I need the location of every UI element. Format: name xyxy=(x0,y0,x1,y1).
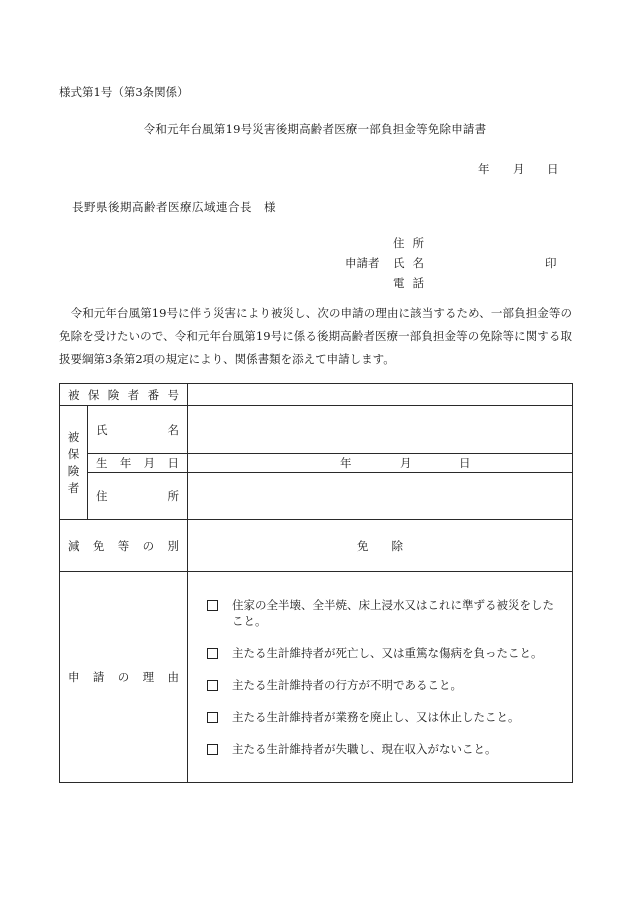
reduction-type-value-cell xyxy=(188,520,573,572)
label-char: 月 xyxy=(143,456,156,470)
label-char: 免 xyxy=(357,538,369,553)
label-char: 険 xyxy=(67,463,80,478)
label-char: 所 xyxy=(167,489,179,503)
label-char: 日 xyxy=(167,456,179,470)
seal-mark: 印 xyxy=(545,256,557,270)
application-form-table xyxy=(59,383,573,783)
label-char: 険 xyxy=(107,387,120,402)
label-char: 者 xyxy=(127,387,140,402)
statement-paragraph: 令和元年台風第19号に伴う災害により被災し、次の申請の理由に該当するため、一部負担金等の免除を受けたいので、令和元年台風第19号に係る後期高齢者医療一部負担金等の免除等に関する取扱要綱第3条第2項の規定により、関係書類を添えて申請します。 xyxy=(59,306,572,366)
birthdate-day-label: 日 xyxy=(459,456,471,470)
reduction-type-label-cell xyxy=(60,520,188,572)
row-birthdate xyxy=(60,454,573,473)
label-char: 減 xyxy=(68,538,80,553)
birthdate-month-label: 月 xyxy=(400,456,412,470)
label-char: 氏 xyxy=(96,422,108,437)
insured-number-label xyxy=(60,387,187,403)
reason-text: 主たる生計維持者が死亡し、又は重篤な傷病を負ったこと。 xyxy=(232,646,543,660)
label-char: 申 xyxy=(68,670,80,684)
label-char: 被 xyxy=(67,429,80,444)
label-char: 番 xyxy=(147,387,160,402)
label-char: 名 xyxy=(167,422,179,437)
address-field[interactable] xyxy=(188,473,573,520)
label-char: 別 xyxy=(167,538,179,553)
row-reasons xyxy=(60,572,573,783)
reason-text: 主たる生計維持者が業務を廃止し、又は休止したこと。 xyxy=(232,710,520,724)
document-title: 令和元年台風第19号災害後期高齢者医療一部負担金等免除申請書 xyxy=(143,122,487,136)
date-month-label: 月 xyxy=(513,162,525,176)
row-address xyxy=(60,473,573,520)
row-insured-name xyxy=(60,406,573,454)
label-char: 被 xyxy=(68,387,80,402)
applicant-address-label: 住所 xyxy=(393,236,432,250)
checkbox[interactable] xyxy=(207,680,218,691)
label-char: 者 xyxy=(67,480,80,495)
name-label-cell xyxy=(88,406,188,454)
row-insured-number xyxy=(60,384,573,406)
label-char: 生 xyxy=(96,456,108,470)
applicant-label: 申請者 xyxy=(345,256,380,270)
reduction-type-value xyxy=(357,538,403,554)
label-char: 保 xyxy=(67,446,80,461)
applicant-name-label: 氏名 xyxy=(393,256,432,270)
reason-item[interactable] xyxy=(203,645,564,661)
date-day-label: 日 xyxy=(547,162,559,176)
insured-number-field[interactable] xyxy=(188,384,573,406)
label-char: 除 xyxy=(391,538,403,553)
insured-number-label-cell xyxy=(60,384,188,406)
address-label-cell xyxy=(88,473,188,520)
reason-label xyxy=(60,669,187,685)
label-char: 号 xyxy=(167,387,179,402)
label-char: 請 xyxy=(92,670,105,684)
checkbox[interactable] xyxy=(207,712,218,723)
applicant-phone-label: 電話 xyxy=(393,276,432,290)
reason-list xyxy=(188,572,573,783)
checkbox[interactable] xyxy=(207,648,218,659)
reason-text: 住家の全半壊、全半焼、床上浸水又はこれに準ずる被災をしたこと。 xyxy=(232,598,554,628)
name-field[interactable] xyxy=(188,406,573,454)
label-char: 理 xyxy=(142,670,155,684)
label-char: 由 xyxy=(167,670,179,684)
reason-text: 主たる生計維持者の行方が不明であること。 xyxy=(232,678,462,692)
reduction-type-label xyxy=(60,538,187,554)
label-char: の xyxy=(117,670,130,684)
form-number: 様式第1号（第3条関係） xyxy=(59,85,189,99)
reason-label-cell xyxy=(60,572,188,783)
label-char: 免 xyxy=(92,538,105,553)
row-reduction-type xyxy=(60,520,573,572)
label-char: 等 xyxy=(117,538,130,553)
label-char: 保 xyxy=(87,387,100,402)
checkbox[interactable] xyxy=(207,744,218,755)
name-label xyxy=(88,422,187,438)
reason-item[interactable] xyxy=(203,741,564,757)
reason-item[interactable] xyxy=(203,597,564,629)
insured-group-label-cell xyxy=(60,406,88,520)
application-statement xyxy=(59,302,572,371)
label-char: 年 xyxy=(119,456,132,470)
reason-text: 主たる生計維持者が失職し、現在収入がないこと。 xyxy=(232,742,497,756)
addressee: 長野県後期高齢者医療広域連合長 様 xyxy=(72,200,276,214)
birthdate-field[interactable] xyxy=(188,454,573,473)
reason-item[interactable] xyxy=(203,677,564,693)
birthdate-label-cell xyxy=(88,454,188,473)
label-char: 住 xyxy=(96,489,108,503)
birthdate-year-label: 年 xyxy=(340,456,352,470)
label-char: の xyxy=(142,538,155,553)
birthdate-label xyxy=(88,455,187,471)
address-label xyxy=(88,488,187,504)
insured-group-label xyxy=(60,429,87,497)
date-year-label: 年 xyxy=(478,162,490,176)
reason-item[interactable] xyxy=(203,709,564,725)
checkbox[interactable] xyxy=(207,600,218,611)
